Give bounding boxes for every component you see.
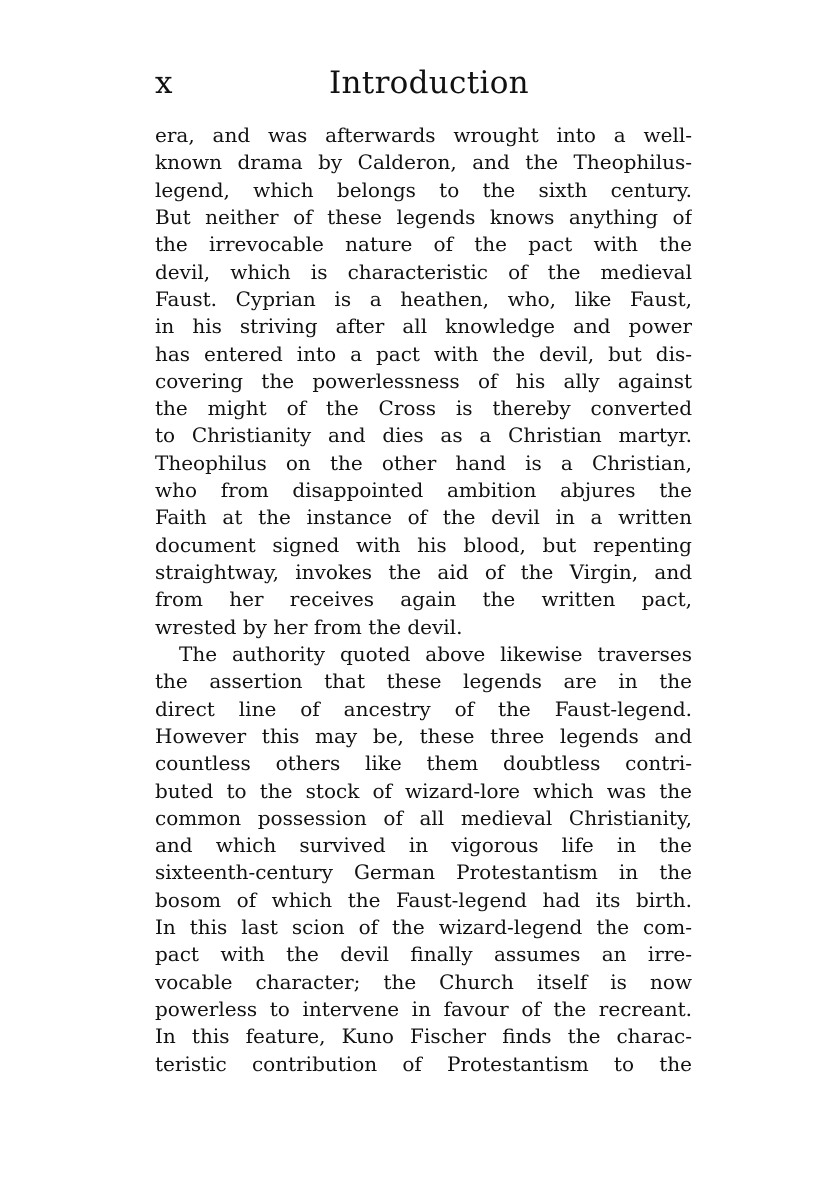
text-line: who from disappointed ambition abjures the — [155, 478, 692, 503]
text-line: Faust. Cyprian is a heathen, who, like Faust, — [155, 286, 692, 311]
text-line: teristic contribution of Protestantism to the — [155, 1051, 692, 1076]
text-line: countless others like them doubtless contri- — [155, 751, 692, 776]
paragraph-start-line: The authority quoted above likewise traverses — [179, 641, 692, 666]
text-line: the might of the Cross is thereby converted — [155, 396, 692, 421]
text-line: era, and was afterwards wrought into a well- — [155, 123, 692, 147]
text-line: to Christianity and dies as a Christian martyr. — [155, 423, 692, 448]
running-head — [155, 58, 690, 110]
text-line: In this feature, Kuno Fischer finds the charac- — [155, 1024, 692, 1049]
text-line: and which survived in vigorous life in the — [155, 833, 692, 858]
text-line: covering the powerlessness of his ally against — [155, 368, 692, 393]
text-line: Theophilus on the other hand is a Christian, — [155, 450, 692, 475]
body-text — [155, 122, 692, 1078]
text-line: However this may be, these three legends and — [155, 723, 692, 748]
text-line: the irrevocable nature of the pact with the — [155, 232, 692, 257]
text-line: document signed with his blood, but repenting — [155, 532, 692, 557]
text-line: common possession of all medieval Christianity, — [155, 805, 692, 830]
text-line: bosom of which the Faust-legend had its birth. — [155, 887, 692, 912]
page-number: x — [155, 65, 173, 101]
text-line: powerless to intervene in favour of the recreant. — [155, 997, 692, 1021]
text-line: But neither of these legends knows anything of — [155, 204, 692, 229]
text-line: known drama by Calderon, and the Theophilus- — [155, 150, 692, 175]
text-line: in his striving after all knowledge and power — [155, 314, 692, 339]
paragraph-end-line: wrested by her from the devil. — [155, 614, 463, 639]
text-line: sixteenth-century German Protestantism in the — [155, 860, 692, 885]
text-line: straightway, invokes the aid of the Virgin, and — [155, 560, 692, 584]
text-line: Faith at the instance of the devil in a written — [155, 505, 692, 530]
chapter-title: Introduction — [329, 65, 529, 101]
text-line: from her receives again the written pact, — [155, 587, 692, 612]
text-line: the assertion that these legends are in the — [155, 669, 692, 694]
text-line: has entered into a pact with the devil, but dis- — [155, 341, 692, 366]
text-line: devil, which is characteristic of the medieval — [155, 259, 692, 284]
text-line: direct line of ancestry of the Faust-legend. — [155, 696, 692, 721]
text-line: vocable character; the Church itself is now — [155, 969, 692, 994]
text-line: buted to the stock of wizard-lore which was the — [155, 778, 692, 803]
text-line: pact with the devil finally assumes an irre- — [155, 942, 692, 967]
text-line: legend, which belongs to the sixth century. — [155, 177, 692, 202]
text-line: In this last scion of the wizard-legend the com- — [155, 915, 692, 940]
